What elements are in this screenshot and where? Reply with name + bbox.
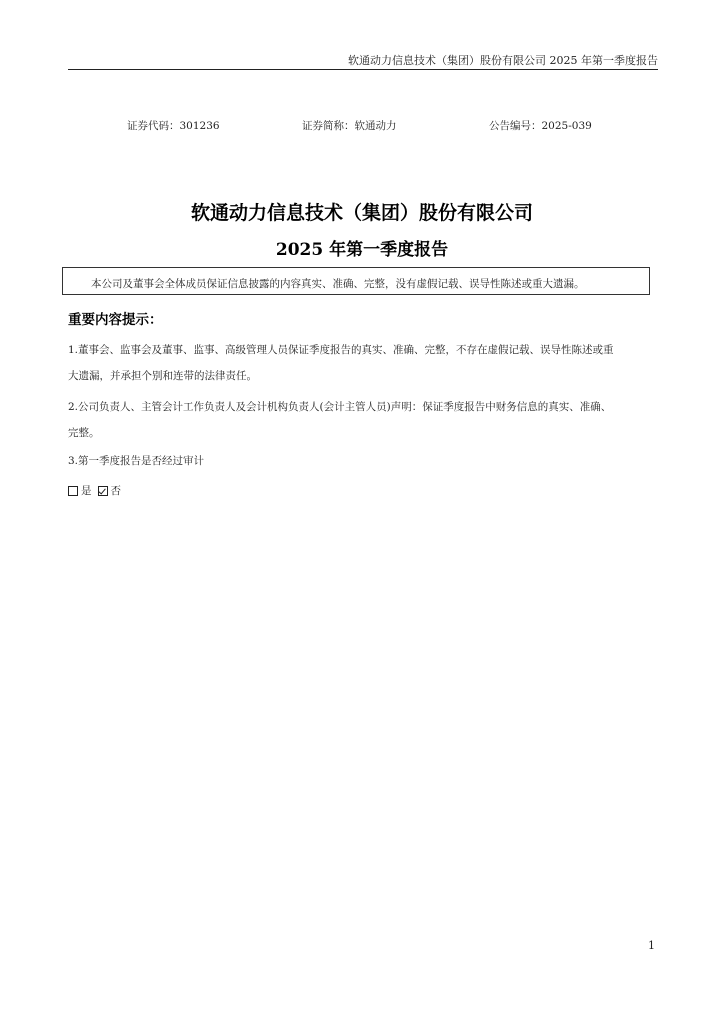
option-no[interactable] — [98, 483, 122, 498]
notice-box — [62, 267, 650, 295]
audit-options — [68, 483, 127, 498]
option-yes[interactable] — [68, 483, 92, 498]
security-short-name: 证券简称：软通动力 — [302, 120, 397, 132]
important-item-3: 3.第一季度报告是否经过审计 — [68, 455, 205, 467]
option-no-label: 否 — [110, 485, 121, 497]
important-item-1 — [68, 337, 658, 389]
checked-checkbox-icon[interactable] — [98, 486, 108, 496]
page-number: 1 — [648, 939, 655, 952]
company-title: 软通动力信息技术（集团）股份有限公司 — [190, 202, 533, 224]
checkbox-icon[interactable] — [68, 486, 78, 496]
item-1-line-2: 大遗漏，并承担个别和连带的法律责任。 — [68, 370, 257, 382]
important-heading: 重要内容提示： — [68, 312, 163, 328]
announcement-number: 公告编号：2025-039 — [489, 120, 592, 132]
security-code: 证券代码：301236 — [127, 120, 220, 132]
item-2-line-2: 完整。 — [68, 427, 100, 439]
notice-text: 本公司及董事会全体成员保证信息披露的内容真实、准确、完整，没有虚假记载、误导性陈述或重大遗漏。 — [91, 278, 585, 290]
important-item-2 — [68, 394, 658, 446]
item-1-line-1: 1.董事会、监事会及董事、监事、高级管理人员保证季度报告的真实、准确、完整，不存在虚假记载、误导性陈述或重 — [68, 344, 614, 356]
item-2-line-1: 2.公司负责人、主管会计工作负责人及会计机构负责人(会计主管人员)声明：保证季度报告中财务信息的真实、准确、 — [68, 401, 612, 413]
running-header: 软通动力信息技术（集团）股份有限公司 2025 年第一季度报告 — [348, 54, 658, 67]
report-title: 2025 年第一季度报告 — [275, 240, 449, 260]
header-rule — [68, 69, 658, 70]
option-yes-label: 是 — [81, 485, 92, 497]
